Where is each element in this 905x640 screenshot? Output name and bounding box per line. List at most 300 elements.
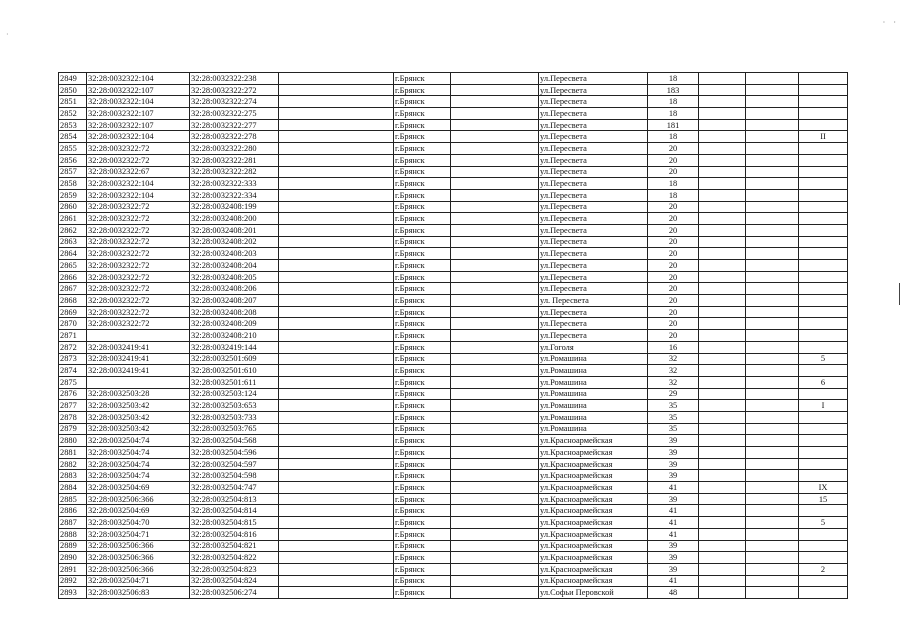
table-row <box>59 84 848 96</box>
cell-street: ул.Пересвета <box>539 154 648 166</box>
cell-column-9 <box>699 318 746 330</box>
cell-row-number: 2855 <box>59 143 87 155</box>
scan-artifact: · <box>6 30 9 39</box>
cell-column-9 <box>699 295 746 307</box>
cell-house-number: 39 <box>648 447 699 459</box>
cell-house-number: 48 <box>648 587 699 599</box>
cell-cadastral-object: 32:28:0032504:597 <box>190 458 279 470</box>
cell-row-number: 2868 <box>59 295 87 307</box>
cell-column-10 <box>746 376 799 388</box>
cell-cadastral-object: 32:28:0032504:823 <box>190 563 279 575</box>
cell-room-number <box>799 189 848 201</box>
cell-column-6 <box>451 517 539 529</box>
cell-room-number <box>799 552 848 564</box>
cell-house-number: 39 <box>648 563 699 575</box>
cell-row-number: 2881 <box>59 447 87 459</box>
cell-column-10 <box>746 493 799 505</box>
table-row <box>59 271 848 283</box>
cell-column-10 <box>746 587 799 599</box>
cell-column-4 <box>279 423 394 435</box>
cell-column-6 <box>451 575 539 587</box>
cell-house-number: 20 <box>648 330 699 342</box>
cell-cadastral-parcel <box>87 330 190 342</box>
cell-cadastral-parcel: 32:28:0032503:42 <box>87 423 190 435</box>
cell-room-number: IX <box>799 482 848 494</box>
cell-column-4 <box>279 96 394 108</box>
cell-street: ул.Пересвета <box>539 201 648 213</box>
cell-cadastral-object: 32:28:0032408:207 <box>190 295 279 307</box>
cell-cadastral-parcel: 32:28:0032322:72 <box>87 224 190 236</box>
cell-house-number: 39 <box>648 552 699 564</box>
cell-column-6 <box>451 493 539 505</box>
cell-row-number: 2884 <box>59 482 87 494</box>
cell-cadastral-object: 32:28:0032504:813 <box>190 493 279 505</box>
cell-column-10 <box>746 411 799 423</box>
cell-row-number: 2883 <box>59 470 87 482</box>
cell-house-number: 35 <box>648 411 699 423</box>
cell-cadastral-parcel: 32:28:0032322:72 <box>87 213 190 225</box>
cell-street: ул.Красноармейская <box>539 575 648 587</box>
cell-column-10 <box>746 131 799 143</box>
cell-column-6 <box>451 213 539 225</box>
cell-cadastral-parcel: 32:28:0032322:72 <box>87 283 190 295</box>
cell-column-9 <box>699 189 746 201</box>
cell-city: г.Брянск <box>394 575 451 587</box>
cell-cadastral-object: 32:28:0032408:204 <box>190 260 279 272</box>
cell-column-10 <box>746 271 799 283</box>
cell-street: ул.Пересвета <box>539 166 648 178</box>
cell-row-number: 2878 <box>59 411 87 423</box>
cell-column-10 <box>746 166 799 178</box>
cell-column-6 <box>451 423 539 435</box>
cell-cadastral-parcel: 32:28:0032419:41 <box>87 341 190 353</box>
cell-street: ул.Пересвета <box>539 189 648 201</box>
table-row <box>59 73 848 85</box>
cell-house-number: 18 <box>648 131 699 143</box>
cell-house-number: 32 <box>648 353 699 365</box>
cell-column-4 <box>279 587 394 599</box>
cell-city: г.Брянск <box>394 505 451 517</box>
cell-row-number: 2892 <box>59 575 87 587</box>
cell-column-10 <box>746 154 799 166</box>
cell-column-6 <box>451 84 539 96</box>
cell-column-6 <box>451 365 539 377</box>
cell-house-number: 20 <box>648 201 699 213</box>
cell-cadastral-object: 32:28:0032503:653 <box>190 400 279 412</box>
cell-cadastral-parcel: 32:28:0032322:72 <box>87 236 190 248</box>
cell-column-4 <box>279 517 394 529</box>
cell-column-4 <box>279 295 394 307</box>
cell-row-number: 2865 <box>59 260 87 272</box>
cell-column-6 <box>451 411 539 423</box>
cell-cadastral-object: 32:28:0032322:280 <box>190 143 279 155</box>
cell-house-number: 16 <box>648 341 699 353</box>
cell-row-number: 2864 <box>59 248 87 260</box>
cell-row-number: 2890 <box>59 552 87 564</box>
cell-row-number: 2887 <box>59 517 87 529</box>
cell-street: ул.Ромашина <box>539 388 648 400</box>
cell-column-10 <box>746 563 799 575</box>
cell-column-10 <box>746 517 799 529</box>
cell-street: ул.Пересвета <box>539 73 648 85</box>
cell-cadastral-parcel: 32:28:0032504:74 <box>87 435 190 447</box>
cell-column-9 <box>699 224 746 236</box>
cell-column-10 <box>746 178 799 190</box>
cell-column-6 <box>451 376 539 388</box>
cell-row-number: 2888 <box>59 528 87 540</box>
cell-column-4 <box>279 306 394 318</box>
cell-house-number: 41 <box>648 505 699 517</box>
cell-column-9 <box>699 166 746 178</box>
cell-room-number <box>799 470 848 482</box>
table-row <box>59 154 848 166</box>
cell-row-number: 2870 <box>59 318 87 330</box>
cell-column-10 <box>746 189 799 201</box>
cell-column-6 <box>451 353 539 365</box>
cell-room-number <box>799 260 848 272</box>
cell-column-4 <box>279 73 394 85</box>
cell-column-9 <box>699 108 746 120</box>
cell-city: г.Брянск <box>394 306 451 318</box>
cell-column-6 <box>451 540 539 552</box>
cell-column-9 <box>699 587 746 599</box>
cell-column-4 <box>279 411 394 423</box>
cell-city: г.Брянск <box>394 330 451 342</box>
cell-column-9 <box>699 283 746 295</box>
cell-city: г.Брянск <box>394 201 451 213</box>
cell-house-number: 35 <box>648 423 699 435</box>
cell-room-number <box>799 295 848 307</box>
cell-city: г.Брянск <box>394 283 451 295</box>
cell-column-10 <box>746 84 799 96</box>
cell-room-number <box>799 271 848 283</box>
cell-cadastral-object: 32:28:0032504:824 <box>190 575 279 587</box>
cell-room-number <box>799 435 848 447</box>
table-row <box>59 189 848 201</box>
cell-column-10 <box>746 423 799 435</box>
cell-column-10 <box>746 224 799 236</box>
cell-column-6 <box>451 470 539 482</box>
cell-column-4 <box>279 201 394 213</box>
cell-city: г.Брянск <box>394 388 451 400</box>
cell-cadastral-object: 32:28:0032501:610 <box>190 365 279 377</box>
cell-column-6 <box>451 143 539 155</box>
cell-column-4 <box>279 388 394 400</box>
cell-room-number <box>799 447 848 459</box>
cell-room-number <box>799 423 848 435</box>
cell-column-4 <box>279 435 394 447</box>
cell-house-number: 39 <box>648 470 699 482</box>
cell-column-4 <box>279 236 394 248</box>
cell-column-10 <box>746 388 799 400</box>
cell-street: ул.Пересвета <box>539 224 648 236</box>
cell-house-number: 35 <box>648 400 699 412</box>
cell-column-4 <box>279 528 394 540</box>
cell-city: г.Брянск <box>394 552 451 564</box>
cell-cadastral-parcel <box>87 376 190 388</box>
cell-row-number: 2875 <box>59 376 87 388</box>
cell-column-9 <box>699 470 746 482</box>
cell-cadastral-parcel: 32:28:0032506:366 <box>87 552 190 564</box>
cell-city: г.Брянск <box>394 189 451 201</box>
cell-cadastral-parcel: 32:28:0032322:107 <box>87 108 190 120</box>
cell-column-9 <box>699 73 746 85</box>
cell-house-number: 20 <box>648 224 699 236</box>
cell-cadastral-parcel: 32:28:0032322:107 <box>87 119 190 131</box>
table-row <box>59 295 848 307</box>
cell-room-number <box>799 283 848 295</box>
cell-room-number <box>799 201 848 213</box>
cell-city: г.Брянск <box>394 96 451 108</box>
cell-street: ул.Пересвета <box>539 236 648 248</box>
cell-row-number: 2877 <box>59 400 87 412</box>
table-row <box>59 306 848 318</box>
cell-city: г.Брянск <box>394 178 451 190</box>
cell-column-9 <box>699 376 746 388</box>
cell-cadastral-parcel: 32:28:0032504:70 <box>87 517 190 529</box>
cell-house-number: 39 <box>648 435 699 447</box>
cell-street: ул.Пересвета <box>539 330 648 342</box>
cell-column-9 <box>699 84 746 96</box>
cell-street: ул.Пересвета <box>539 260 648 272</box>
cell-row-number: 2863 <box>59 236 87 248</box>
cell-room-number <box>799 178 848 190</box>
cell-cadastral-object: 32:28:0032408:206 <box>190 283 279 295</box>
cell-room-number <box>799 540 848 552</box>
cell-house-number: 39 <box>648 493 699 505</box>
cell-house-number: 20 <box>648 283 699 295</box>
cell-column-9 <box>699 306 746 318</box>
cell-cadastral-object: 32:28:0032322:238 <box>190 73 279 85</box>
cell-street: ул.Пересвета <box>539 283 648 295</box>
cell-column-9 <box>699 248 746 260</box>
cell-column-10 <box>746 236 799 248</box>
cell-room-number: II <box>799 131 848 143</box>
table-row <box>59 108 848 120</box>
cell-column-9 <box>699 575 746 587</box>
cell-street: ул.Пересвета <box>539 96 648 108</box>
cell-column-10 <box>746 330 799 342</box>
cell-cadastral-object: 32:28:0032501:609 <box>190 353 279 365</box>
cell-city: г.Брянск <box>394 423 451 435</box>
cell-city: г.Брянск <box>394 119 451 131</box>
cell-column-9 <box>699 493 746 505</box>
cell-column-6 <box>451 306 539 318</box>
cell-cadastral-parcel: 32:28:0032504:71 <box>87 528 190 540</box>
cell-cadastral-parcel: 32:28:0032322:104 <box>87 178 190 190</box>
cell-house-number: 20 <box>648 306 699 318</box>
cell-street: ул.Ромашина <box>539 353 648 365</box>
cell-room-number <box>799 575 848 587</box>
cell-column-9 <box>699 447 746 459</box>
cell-row-number: 2860 <box>59 201 87 213</box>
cell-row-number: 2893 <box>59 587 87 599</box>
cell-street: ул.Красноармейская <box>539 493 648 505</box>
register-table-body <box>59 73 848 599</box>
cell-row-number: 2882 <box>59 458 87 470</box>
cell-column-6 <box>451 330 539 342</box>
cell-column-9 <box>699 423 746 435</box>
cell-column-10 <box>746 341 799 353</box>
cell-column-9 <box>699 563 746 575</box>
cell-cadastral-object: 32:28:0032504:747 <box>190 482 279 494</box>
cell-street: ул.Пересвета <box>539 248 648 260</box>
cell-row-number: 2853 <box>59 119 87 131</box>
cell-city: г.Брянск <box>394 260 451 272</box>
table-row <box>59 423 848 435</box>
cell-city: г.Брянск <box>394 154 451 166</box>
cell-column-6 <box>451 505 539 517</box>
cell-street: ул. Пересвета <box>539 295 648 307</box>
cell-street: ул.Красноармейская <box>539 435 648 447</box>
cell-column-10 <box>746 260 799 272</box>
cell-cadastral-parcel: 32:28:0032504:74 <box>87 447 190 459</box>
cell-cadastral-parcel: 32:28:0032322:72 <box>87 318 190 330</box>
cell-house-number: 41 <box>648 528 699 540</box>
cell-room-number: 15 <box>799 493 848 505</box>
cell-cadastral-parcel: 32:28:0032504:74 <box>87 470 190 482</box>
cell-house-number: 41 <box>648 575 699 587</box>
cell-column-4 <box>279 447 394 459</box>
cell-street: ул.Ромашина <box>539 365 648 377</box>
cell-room-number <box>799 154 848 166</box>
cell-city: г.Брянск <box>394 458 451 470</box>
cell-city: г.Брянск <box>394 341 451 353</box>
cell-street: ул.Пересвета <box>539 271 648 283</box>
table-row <box>59 376 848 388</box>
cell-cadastral-object: 32:28:0032408:209 <box>190 318 279 330</box>
cell-column-4 <box>279 283 394 295</box>
cell-house-number: 20 <box>648 154 699 166</box>
cell-cadastral-parcel: 32:28:0032419:41 <box>87 365 190 377</box>
cell-house-number: 20 <box>648 248 699 260</box>
cell-room-number: 2 <box>799 563 848 575</box>
cell-city: г.Брянск <box>394 563 451 575</box>
cell-room-number <box>799 306 848 318</box>
cell-column-10 <box>746 400 799 412</box>
cell-column-9 <box>699 458 746 470</box>
cell-cadastral-parcel: 32:28:0032506:83 <box>87 587 190 599</box>
cell-street: ул.Пересвета <box>539 131 648 143</box>
cell-column-10 <box>746 295 799 307</box>
cell-column-9 <box>699 388 746 400</box>
cell-column-6 <box>451 283 539 295</box>
cell-cadastral-object: 32:28:0032322:333 <box>190 178 279 190</box>
cell-cadastral-parcel: 32:28:0032503:42 <box>87 400 190 412</box>
cell-column-10 <box>746 482 799 494</box>
cell-city: г.Брянск <box>394 365 451 377</box>
cell-row-number: 2880 <box>59 435 87 447</box>
cell-column-4 <box>279 341 394 353</box>
table-row <box>59 260 848 272</box>
cell-row-number: 2852 <box>59 108 87 120</box>
cell-column-4 <box>279 458 394 470</box>
cell-column-9 <box>699 154 746 166</box>
cell-street: ул.Пересвета <box>539 119 648 131</box>
cell-column-6 <box>451 248 539 260</box>
table-row <box>59 435 848 447</box>
cell-column-9 <box>699 517 746 529</box>
cell-city: г.Брянск <box>394 213 451 225</box>
cell-column-9 <box>699 400 746 412</box>
cell-column-6 <box>451 458 539 470</box>
cell-city: г.Брянск <box>394 482 451 494</box>
table-row <box>59 493 848 505</box>
cell-house-number: 32 <box>648 365 699 377</box>
cell-column-9 <box>699 435 746 447</box>
cell-column-4 <box>279 575 394 587</box>
cell-room-number: 5 <box>799 353 848 365</box>
cell-cadastral-object: 32:28:0032408:200 <box>190 213 279 225</box>
table-row <box>59 166 848 178</box>
cell-city: г.Брянск <box>394 470 451 482</box>
cell-city: г.Брянск <box>394 447 451 459</box>
cell-column-10 <box>746 540 799 552</box>
cell-room-number <box>799 318 848 330</box>
cell-house-number: 20 <box>648 260 699 272</box>
cell-column-9 <box>699 365 746 377</box>
cell-cadastral-parcel: 32:28:0032506:366 <box>87 493 190 505</box>
cell-room-number <box>799 587 848 599</box>
cell-column-6 <box>451 563 539 575</box>
cell-cadastral-object: 32:28:0032322:282 <box>190 166 279 178</box>
cell-column-9 <box>699 540 746 552</box>
cell-cadastral-parcel: 32:28:0032322:72 <box>87 295 190 307</box>
cell-city: г.Брянск <box>394 400 451 412</box>
cell-column-6 <box>451 131 539 143</box>
table-row <box>59 143 848 155</box>
cell-column-6 <box>451 119 539 131</box>
cell-house-number: 41 <box>648 482 699 494</box>
cell-row-number: 2869 <box>59 306 87 318</box>
cell-column-4 <box>279 505 394 517</box>
cell-column-4 <box>279 213 394 225</box>
cell-city: г.Брянск <box>394 108 451 120</box>
cell-column-4 <box>279 119 394 131</box>
cell-cadastral-object: 32:28:0032504:821 <box>190 540 279 552</box>
cell-city: г.Брянск <box>394 131 451 143</box>
cell-house-number: 181 <box>648 119 699 131</box>
cell-city: г.Брянск <box>394 435 451 447</box>
cell-column-4 <box>279 563 394 575</box>
cell-column-9 <box>699 341 746 353</box>
cell-cadastral-parcel: 32:28:0032322:72 <box>87 143 190 155</box>
cell-cadastral-object: 32:28:0032408:205 <box>190 271 279 283</box>
cell-column-9 <box>699 505 746 517</box>
cell-column-6 <box>451 447 539 459</box>
cell-cadastral-object: 32:28:0032408:201 <box>190 224 279 236</box>
cell-row-number: 2891 <box>59 563 87 575</box>
cell-column-9 <box>699 260 746 272</box>
cell-column-9 <box>699 96 746 108</box>
table-row <box>59 575 848 587</box>
cell-row-number: 2861 <box>59 213 87 225</box>
cell-row-number: 2851 <box>59 96 87 108</box>
cell-room-number: 5 <box>799 517 848 529</box>
cell-house-number: 41 <box>648 517 699 529</box>
cell-column-6 <box>451 318 539 330</box>
cell-city: г.Брянск <box>394 493 451 505</box>
cell-row-number: 2889 <box>59 540 87 552</box>
cell-room-number <box>799 341 848 353</box>
cell-column-9 <box>699 213 746 225</box>
cell-column-6 <box>451 189 539 201</box>
cell-cadastral-parcel: 32:28:0032504:69 <box>87 505 190 517</box>
cell-cadastral-parcel: 32:28:0032322:72 <box>87 154 190 166</box>
cell-city: г.Брянск <box>394 73 451 85</box>
cell-column-4 <box>279 271 394 283</box>
cell-house-number: 20 <box>648 143 699 155</box>
